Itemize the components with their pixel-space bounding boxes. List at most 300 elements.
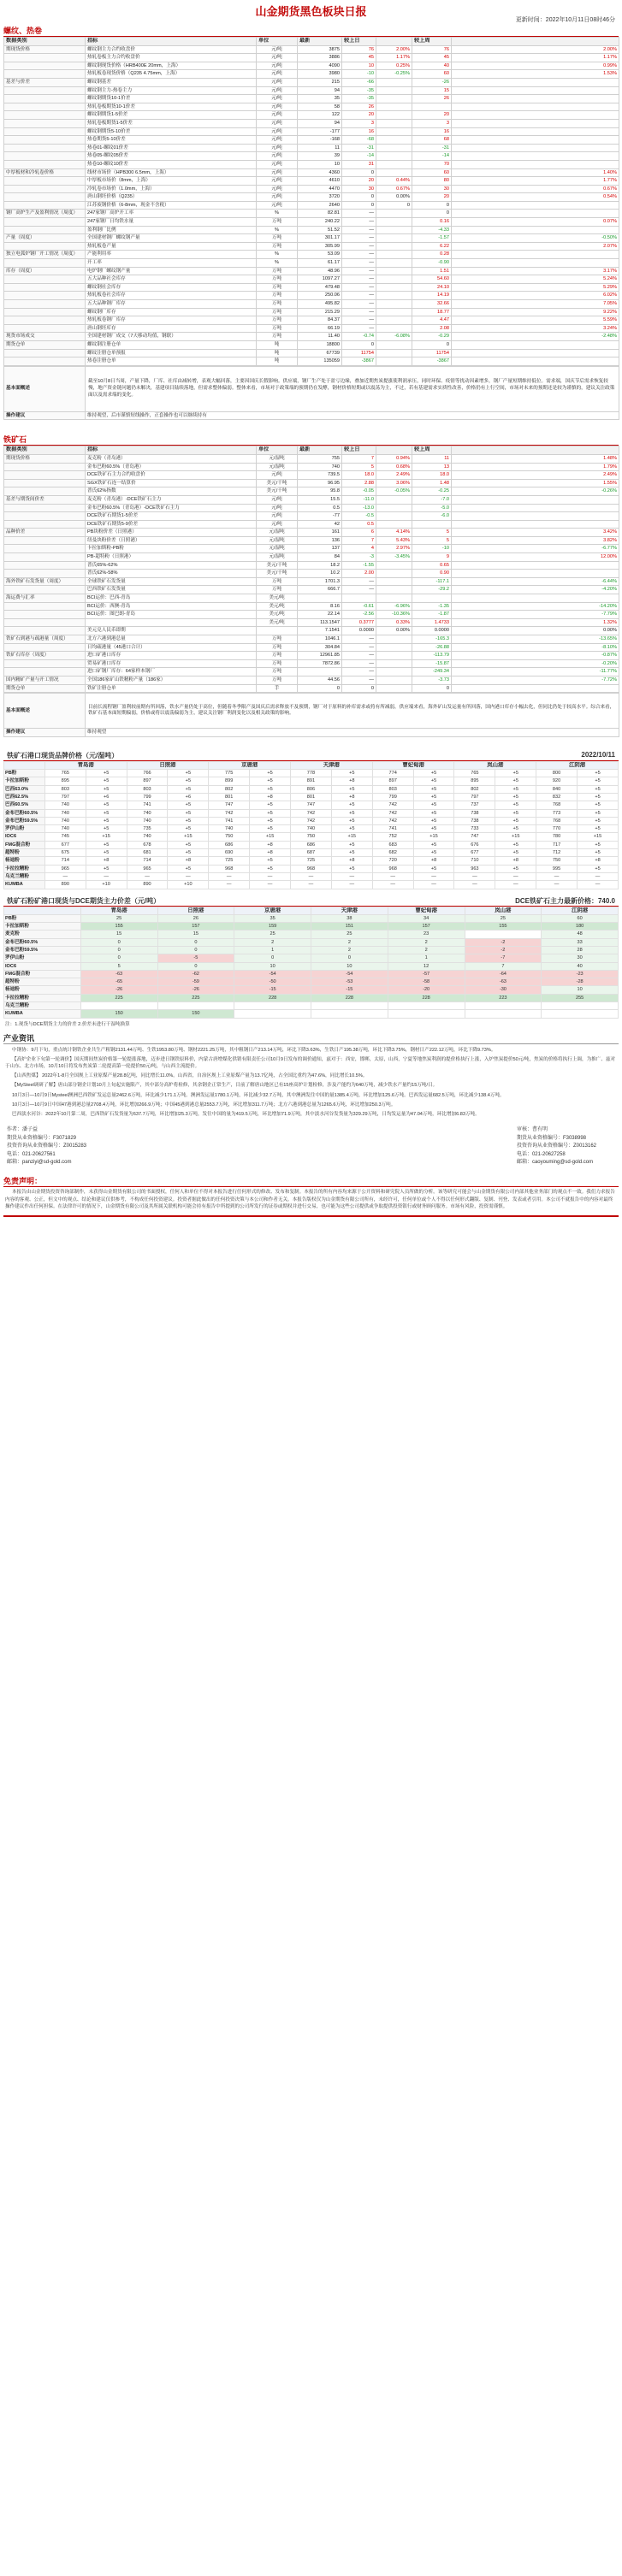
basis-value: -2 bbox=[465, 946, 542, 954]
table-row bbox=[4, 454, 619, 463]
table-row bbox=[4, 962, 619, 970]
rebar-row-category bbox=[4, 144, 86, 152]
rebar-row-w1: 11754 bbox=[412, 349, 452, 357]
rebar-row-category bbox=[4, 127, 86, 136]
iron-row-wp: -0.26% bbox=[452, 487, 619, 496]
iron-row-category bbox=[4, 602, 86, 611]
iron-row-w1: -249.34 bbox=[412, 668, 452, 676]
basis-value: 225 bbox=[157, 994, 234, 1001]
port-price-port-header: 青岛港 bbox=[44, 761, 127, 769]
port-price-change: +5 bbox=[495, 801, 536, 809]
rebar-row-wp bbox=[452, 152, 619, 161]
rebar-row-wp bbox=[452, 136, 619, 145]
contact-author-line: 邮箱：panziyi@sd-gold.com bbox=[7, 1159, 72, 1165]
table-row bbox=[4, 994, 619, 1001]
rebar-row-unit: 元/吨 bbox=[257, 95, 298, 103]
iron-memo-label: 基本面概述 bbox=[4, 694, 86, 729]
iron-row-latest: 1701.3 bbox=[298, 577, 342, 586]
basis-value: 25 bbox=[311, 931, 388, 938]
basis-value: 2 bbox=[234, 938, 311, 946]
port-price-header bbox=[3, 751, 619, 761]
rebar-row-unit: 元/吨 bbox=[257, 70, 298, 79]
rebar-row-latest: 2640 bbox=[298, 201, 342, 210]
iron-row-name: BCI运价：图巴朗-青岛 bbox=[86, 611, 257, 619]
table-row bbox=[4, 177, 619, 186]
iron-row-unit: 美元/吨 bbox=[257, 611, 298, 619]
table-row bbox=[4, 1002, 619, 1010]
port-price-change: +5 bbox=[578, 825, 619, 833]
iron-row-unit: 万吨 bbox=[257, 577, 298, 586]
rebar-row-latest: 67739 bbox=[298, 349, 342, 357]
iron-row-unit: 美元/干吨 bbox=[257, 487, 298, 496]
iron-row-p1: 4.14% bbox=[376, 529, 412, 537]
rebar-row-unit: 万吨 bbox=[257, 316, 298, 325]
iron-memo-text: 目前长流程钢厂盈利较前期有所回落，铁水产量仍处于高位，但随着冬季限产及国庆后需求释放不及预期，钢厂对于原料的补库需求或将有所减弱，供应端来看，海外矿山发运量有所回落，国内港口库存小幅去化，但同比仍处于较高水平。综合来看，铁矿石基本面短期偏弱，价格或将以震荡偏弱为主，建议关注钢厂利润变化以及相关政策的影响。 bbox=[86, 694, 619, 729]
port-price-change: +5 bbox=[331, 817, 372, 824]
rebar-row-unit: 吨 bbox=[257, 357, 298, 366]
rebar-row-category: 中厚板材和冷轧卷价格 bbox=[4, 168, 86, 177]
table-row bbox=[4, 144, 619, 152]
rebar-row-latest: 479.48 bbox=[298, 283, 342, 292]
port-price-value: 683 bbox=[372, 841, 413, 848]
iron-row-d1: — bbox=[342, 577, 376, 586]
iron-row-p1: -3.45% bbox=[376, 553, 412, 562]
basis-value: 15 bbox=[157, 931, 234, 938]
port-price-value: 740 bbox=[44, 801, 86, 809]
rebar-row-unit: 万吨 bbox=[257, 308, 298, 316]
table-row bbox=[4, 931, 619, 938]
rebar-row-wp bbox=[452, 119, 619, 127]
rebar-row-name: 中厚板市场价（8mm，上海） bbox=[86, 177, 257, 186]
port-price-change: +5 bbox=[413, 817, 454, 824]
port-price-change: +8 bbox=[413, 857, 454, 865]
iron-row-name: 普氏62%指数 bbox=[86, 487, 257, 496]
port-price-value: 740 bbox=[44, 825, 86, 833]
port-price-value: 801 bbox=[209, 793, 250, 801]
rebar-row-latest: 84.37 bbox=[298, 316, 342, 325]
rebar-row-p1 bbox=[376, 111, 412, 120]
basis-value: 40 bbox=[542, 962, 619, 970]
rebar-row-latest: -168 bbox=[298, 136, 342, 145]
iron-row-name: 全球铁矿石发货量 bbox=[86, 577, 257, 586]
port-price-value: 995 bbox=[536, 865, 578, 872]
rebar-row-name: 热轧卷板主力合约收盘价 bbox=[86, 54, 257, 62]
table-row bbox=[4, 86, 619, 95]
iron-row-latest: 0 bbox=[298, 684, 342, 693]
rebar-row-name: 唐山钢坯库存 bbox=[86, 324, 257, 333]
rebar-row-p1 bbox=[376, 226, 412, 234]
rebar-row-wp bbox=[452, 78, 619, 86]
iron-row-latest: 666.7 bbox=[298, 586, 342, 594]
port-price-change: +5 bbox=[331, 825, 372, 833]
basis-corner bbox=[4, 907, 81, 914]
port-price-change: +5 bbox=[413, 801, 454, 809]
rebar-row-latest: 10 bbox=[298, 160, 342, 168]
iron-row-latest: -77 bbox=[298, 512, 342, 521]
iron-row-w1: 5 bbox=[412, 529, 452, 537]
iron-row-unit: 元/吨 bbox=[257, 512, 298, 521]
rebar-row-unit: 万吨 bbox=[257, 275, 298, 284]
table-row bbox=[4, 770, 619, 777]
iron-row-d1: — bbox=[342, 586, 376, 594]
table-row bbox=[4, 676, 619, 684]
basis-port-header: 日照港 bbox=[157, 907, 234, 914]
rebar-row-name: 热轧卷板期货1-5价差 bbox=[86, 119, 257, 127]
rebar-row-p1 bbox=[376, 218, 412, 227]
rebar-row-name: 螺纹钢主力合约收盘价 bbox=[86, 45, 257, 54]
iron-col-header: 较上周 bbox=[412, 446, 452, 455]
iron-row-unit: 美元/吨 bbox=[257, 594, 298, 603]
iron-row-d1: 7 bbox=[342, 454, 376, 463]
basis-value: 228 bbox=[234, 994, 311, 1001]
iron-row-p1: -10.36% bbox=[376, 611, 412, 619]
contact-author-line: 投资咨询从业资格编号：Z0015283 bbox=[7, 1143, 87, 1149]
port-price-change: +5 bbox=[250, 857, 291, 865]
basis-value: 60 bbox=[542, 914, 619, 922]
port-price-value: 897 bbox=[372, 777, 413, 785]
iron-row-latest: 136 bbox=[298, 536, 342, 545]
rebar-row-p1 bbox=[376, 127, 412, 136]
port-price-product: 罗伊山粉 bbox=[4, 825, 45, 833]
table-row bbox=[4, 152, 619, 161]
basis-value: -2 bbox=[465, 938, 542, 946]
rebar-row-category bbox=[4, 62, 86, 70]
rebar-row-d1: -3867 bbox=[342, 357, 376, 366]
rebar-row-name: 电炉钢厂螺纹钢产量 bbox=[86, 267, 257, 275]
rebar-row-latest: 35 bbox=[298, 95, 342, 103]
basis-product: IOC6 bbox=[4, 962, 81, 970]
rebar-row-p1 bbox=[376, 78, 412, 86]
port-price-value: 686 bbox=[291, 841, 332, 848]
rebar-row-name: 螺纹钢主力-热卷主力 bbox=[86, 86, 257, 95]
table-row bbox=[4, 545, 619, 553]
rebar-advice-label: 操作建议 bbox=[4, 411, 86, 420]
rebar-row-p1 bbox=[376, 275, 412, 284]
iron-row-w1: 1.48 bbox=[412, 479, 452, 487]
basis-value: 0 bbox=[80, 946, 157, 954]
rebar-row-unit: 万吨 bbox=[257, 283, 298, 292]
iron-row-unit: 元/湿吨 bbox=[257, 536, 298, 545]
report-title: 山金期货黑色板块日报 bbox=[255, 5, 367, 18]
port-price-change: — bbox=[578, 881, 619, 889]
table-row bbox=[4, 618, 619, 627]
update-time: 更新时间：2022年10月11日08时46分 bbox=[515, 17, 615, 23]
port-price-port-header: 江阴港 bbox=[536, 761, 619, 769]
port-price-change: +15 bbox=[495, 833, 536, 841]
port-price-title: 铁矿石港口现货品牌价格（元/湿吨） bbox=[7, 751, 119, 759]
port-price-product: 巴西62.5% bbox=[4, 793, 45, 801]
table-row bbox=[4, 785, 619, 793]
port-price-change: +5 bbox=[331, 785, 372, 793]
iron-row-category bbox=[4, 487, 86, 496]
iron-row-w1: -113.79 bbox=[412, 652, 452, 660]
iron-col-header: 指标 bbox=[86, 446, 257, 455]
rebar-row-category: 基差与价差 bbox=[4, 78, 86, 86]
port-price-value: 768 bbox=[536, 817, 578, 824]
rebar-row-d1: — bbox=[342, 267, 376, 275]
port-price-change: — bbox=[578, 872, 619, 880]
rebar-memo-label: 基本面概述 bbox=[4, 366, 86, 411]
rebar-row-w1: 0 bbox=[412, 340, 452, 349]
rebar-row-d1: 76 bbox=[342, 45, 376, 54]
rebar-row-name: 热轧卷板期货10-1价差 bbox=[86, 103, 257, 111]
basis-value: 228 bbox=[311, 994, 388, 1001]
contact-reviewer-line: 审核：曹有明 bbox=[516, 1127, 548, 1133]
basis-value: 2 bbox=[311, 938, 388, 946]
rebar-row-name: 螺纹钢社会库存 bbox=[86, 283, 257, 292]
port-price-value: 740 bbox=[44, 817, 86, 824]
iron-row-d1: 0.3777 bbox=[342, 618, 376, 627]
rebar-row-category bbox=[4, 54, 86, 62]
table-row bbox=[4, 817, 619, 824]
iron-row-wp: -14.20% bbox=[452, 602, 619, 611]
basis-value: -50 bbox=[234, 978, 311, 986]
table-row bbox=[4, 659, 619, 668]
port-price-change: +5 bbox=[331, 809, 372, 817]
rebar-row-d1: 0 bbox=[342, 168, 376, 177]
news-item: 【山西焦煤】 2022年1-8月全国规上工业原煤产量28.8亿吨，同比增长11.0%。山西省，自治区规上工业原煤产量为13.7亿吨，占全国比重约为47.6%，同比增长10.5%。 bbox=[12, 1073, 368, 1079]
iron-row-unit: 美元/干吨 bbox=[257, 561, 298, 570]
rebar-row-unit: 元/吨 bbox=[257, 62, 298, 70]
iron-row-d1: 5 bbox=[342, 463, 376, 471]
rebar-row-name: 螺纹钢期货1-5价差 bbox=[86, 111, 257, 120]
iron-row-name: PB-超特粉（日照港） bbox=[86, 553, 257, 562]
port-price-change: +5 bbox=[250, 785, 291, 793]
iron-row-latest bbox=[298, 594, 342, 603]
table-row bbox=[4, 349, 619, 357]
port-price-change: +8 bbox=[250, 849, 291, 857]
table-row bbox=[4, 251, 619, 259]
iron-row-name: 金布巴粉60.5%（青岛港）-DCE铁矿石主力 bbox=[86, 504, 257, 512]
iron-row-category bbox=[4, 659, 86, 668]
iron-row-unit: 万吨 bbox=[257, 586, 298, 594]
rebar-row-name: 热卷期货5-10价差 bbox=[86, 136, 257, 145]
table-row bbox=[4, 841, 619, 848]
rebar-row-category bbox=[4, 70, 86, 79]
port-price-value: — bbox=[209, 881, 250, 889]
rebar-row-category bbox=[4, 201, 86, 210]
rebar-row-d1: 45 bbox=[342, 54, 376, 62]
port-price-change: +5 bbox=[86, 849, 127, 857]
rebar-col-header: 最新 bbox=[298, 38, 342, 46]
iron-row-category bbox=[4, 545, 86, 553]
port-price-change: +6 bbox=[168, 793, 209, 801]
port-price-change: +5 bbox=[86, 841, 127, 848]
iron-row-latest: 95.8 bbox=[298, 487, 342, 496]
iron-row-wp: -6.77% bbox=[452, 545, 619, 553]
iron-row-wp: 3.42% bbox=[452, 529, 619, 537]
table-row bbox=[4, 570, 619, 578]
rebar-row-category bbox=[4, 275, 86, 284]
iron-row-latest: 15.5 bbox=[298, 495, 342, 504]
port-price-change: +5 bbox=[495, 770, 536, 777]
table-row bbox=[4, 793, 619, 801]
rebar-row-unit: % bbox=[257, 251, 298, 259]
basis-value: 223 bbox=[465, 994, 542, 1001]
table-row bbox=[4, 111, 619, 120]
iron-row-name: 全国186家矿山铁精粉产量（186家） bbox=[86, 676, 257, 684]
basis-value: 10 bbox=[234, 962, 311, 970]
rebar-row-name: 唐山钢坯价格（Q235） bbox=[86, 193, 257, 202]
table-row bbox=[4, 160, 619, 168]
basis-value: -63 bbox=[465, 978, 542, 986]
basis-value: 180 bbox=[542, 923, 619, 931]
basis-value bbox=[465, 1010, 542, 1018]
rebar-row-name: 五大品种社会库存 bbox=[86, 275, 257, 284]
iron-row-wp bbox=[452, 594, 619, 603]
rebar-row-latest: 3886 bbox=[298, 54, 342, 62]
iron-row-unit: 万吨 bbox=[257, 643, 298, 652]
rebar-row-w1: 32.66 bbox=[412, 300, 452, 309]
rebar-row-category: 独立电弧炉钢厂开工情况（周度） bbox=[4, 251, 86, 259]
port-price-product: 杨迪粉 bbox=[4, 857, 45, 865]
rebar-row-category bbox=[4, 292, 86, 300]
rebar-row-category bbox=[4, 226, 86, 234]
port-price-product: 金布巴粉60.5% bbox=[4, 809, 45, 817]
iron-row-category bbox=[4, 611, 86, 619]
iron-advice-text: 维持观望 bbox=[86, 729, 619, 737]
port-price-product: 巴西60.5% bbox=[4, 801, 45, 809]
port-price-value: 677 bbox=[44, 841, 86, 848]
iron-row-latest: 18.2 bbox=[298, 561, 342, 570]
rebar-row-unit: 元/吨 bbox=[257, 168, 298, 177]
port-price-change: +8 bbox=[86, 857, 127, 865]
rebar-row-w1: 0.28 bbox=[412, 251, 452, 259]
iron-row-wp: -0.87% bbox=[452, 652, 619, 660]
table-row bbox=[4, 777, 619, 785]
basis-value: 0 bbox=[157, 962, 234, 970]
rebar-row-d1: -35 bbox=[342, 95, 376, 103]
rebar-row-d1: 3 bbox=[342, 119, 376, 127]
port-price-port-header: 天津港 bbox=[291, 761, 373, 769]
rebar-row-name: 螺纹钢厂库存 bbox=[86, 308, 257, 316]
iron-row-w1: -15.87 bbox=[412, 659, 452, 668]
rebar-row-name: 热卷10-螺纹10价差 bbox=[86, 160, 257, 168]
rebar-row-category bbox=[4, 259, 86, 268]
basis-product: FMG混合粉 bbox=[4, 970, 81, 978]
rebar-row-category bbox=[4, 86, 86, 95]
iron-row-w1: -1.87 bbox=[412, 611, 452, 619]
port-price-value: 797 bbox=[44, 793, 86, 801]
port-price-change: +5 bbox=[250, 817, 291, 824]
port-price-value: 747 bbox=[454, 833, 495, 841]
iron-row-unit: 元/吨 bbox=[257, 520, 298, 529]
iron-row-p1: -6.96% bbox=[376, 602, 412, 611]
iron-row-p1: 0.00% bbox=[376, 627, 412, 635]
rebar-row-w1: 18.77 bbox=[412, 308, 452, 316]
iron-row-wp: 1.55% bbox=[452, 479, 619, 487]
rebar-row-d1: — bbox=[342, 324, 376, 333]
rebar-row-w1: -14 bbox=[412, 152, 452, 161]
port-price-change: — bbox=[250, 881, 291, 889]
rebar-row-category bbox=[4, 152, 86, 161]
table-row bbox=[4, 627, 619, 635]
basis-value: 255 bbox=[542, 994, 619, 1001]
basis-value: 159 bbox=[234, 923, 311, 931]
iron-row-name: 金布巴粉60.5%（青岛港） bbox=[86, 463, 257, 471]
port-price-change: +5 bbox=[578, 841, 619, 848]
iron-row-unit: 元/湿吨 bbox=[257, 463, 298, 471]
port-price-change: +5 bbox=[168, 785, 209, 793]
rebar-row-unit: 万吨 bbox=[257, 292, 298, 300]
iron-col-header: 较上日 bbox=[342, 446, 376, 455]
rebar-row-wp: 2.07% bbox=[452, 242, 619, 251]
rebar-row-name: 热轧板卷现货价格（Q235 4.75mm，上海） bbox=[86, 70, 257, 79]
basis-value: -26 bbox=[80, 986, 157, 994]
iron-row-category: 期货仓单 bbox=[4, 684, 86, 693]
iron-row-category bbox=[4, 627, 86, 635]
port-price-change: +5 bbox=[86, 809, 127, 817]
table-row bbox=[4, 504, 619, 512]
table-row bbox=[4, 168, 619, 177]
rebar-row-name: 螺纹钢期货5-10价差 bbox=[86, 127, 257, 136]
rebar-row-w1: 68 bbox=[412, 136, 452, 145]
rebar-row-p1 bbox=[376, 160, 412, 168]
iron-row-wp: -7.79% bbox=[452, 611, 619, 619]
iron-row-wp: 12.00% bbox=[452, 553, 619, 562]
rebar-row-wp: 3.17% bbox=[452, 267, 619, 275]
iron-row-category bbox=[4, 512, 86, 521]
iron-row-d1: 0.5 bbox=[342, 520, 376, 529]
table-row bbox=[4, 103, 619, 111]
basis-port-header: 青岛港 bbox=[80, 907, 157, 914]
iron-row-wp: 1.48% bbox=[452, 454, 619, 463]
rebar-row-name: 冷轧卷市场价（1.0mm，上海） bbox=[86, 185, 257, 193]
iron-row-wp: -7.72% bbox=[452, 676, 619, 684]
iron-row-name: 纽曼块粉价差（日照港） bbox=[86, 536, 257, 545]
port-price-change: +5 bbox=[578, 865, 619, 872]
basis-value: 0 bbox=[234, 954, 311, 962]
iron-row-w1: -1.35 bbox=[412, 602, 452, 611]
iron-row-d1: — bbox=[342, 652, 376, 660]
news-item: 10月3日—10月9日Mysteel澳洲巴西铁矿发运总量2462.6万吨，环比减少171.1万吨。澳洲发运量1780.1万吨，环比减少32.7万吨，其中澳洲发往中国的量1385.4万吨，环比增加125.6万吨。巴西发运量682.5万吨，环比减少138.4万吨。 bbox=[12, 1092, 505, 1098]
iron-row-p1 bbox=[376, 586, 412, 594]
rebar-row-wp bbox=[452, 226, 619, 234]
basis-value: 23 bbox=[388, 931, 465, 938]
port-price-change: +5 bbox=[413, 777, 454, 785]
rebar-row-w1: -31 bbox=[412, 144, 452, 152]
rebar-row-p1 bbox=[376, 357, 412, 366]
basis-value: -15 bbox=[311, 986, 388, 994]
rebar-row-wp: 1.53% bbox=[452, 70, 619, 79]
table-row bbox=[4, 635, 619, 644]
rebar-col-header: 数据类别 bbox=[4, 38, 86, 46]
rebar-row-w1: 26 bbox=[412, 95, 452, 103]
rebar-row-latest: 4610 bbox=[298, 177, 342, 186]
basis-value bbox=[542, 1002, 619, 1010]
port-price-value: 797 bbox=[454, 793, 495, 801]
port-price-value: 891 bbox=[291, 777, 332, 785]
rebar-row-name: 开工率 bbox=[86, 259, 257, 268]
basis-table bbox=[3, 907, 619, 1019]
port-price-product: FMG混合粉 bbox=[4, 841, 45, 848]
port-price-change: — bbox=[495, 872, 536, 880]
rebar-row-category bbox=[4, 160, 86, 168]
iron-row-category bbox=[4, 520, 86, 529]
table-row bbox=[4, 668, 619, 676]
rebar-row-wp: -2.48% bbox=[452, 333, 619, 341]
rebar-row-wp bbox=[452, 127, 619, 136]
port-price-change: +8 bbox=[578, 857, 619, 865]
port-price-change: +6 bbox=[86, 793, 127, 801]
iron-row-d1: -1.55 bbox=[342, 561, 376, 570]
rebar-row-d1: — bbox=[342, 292, 376, 300]
basis-value: 26 bbox=[157, 914, 234, 922]
rebar-row-w1: -26 bbox=[412, 78, 452, 86]
iron-row-name: 麦克粉（青岛港）-DCE铁矿石主力 bbox=[86, 495, 257, 504]
rebar-row-w1: 45 bbox=[412, 54, 452, 62]
rebar-row-category bbox=[4, 119, 86, 127]
